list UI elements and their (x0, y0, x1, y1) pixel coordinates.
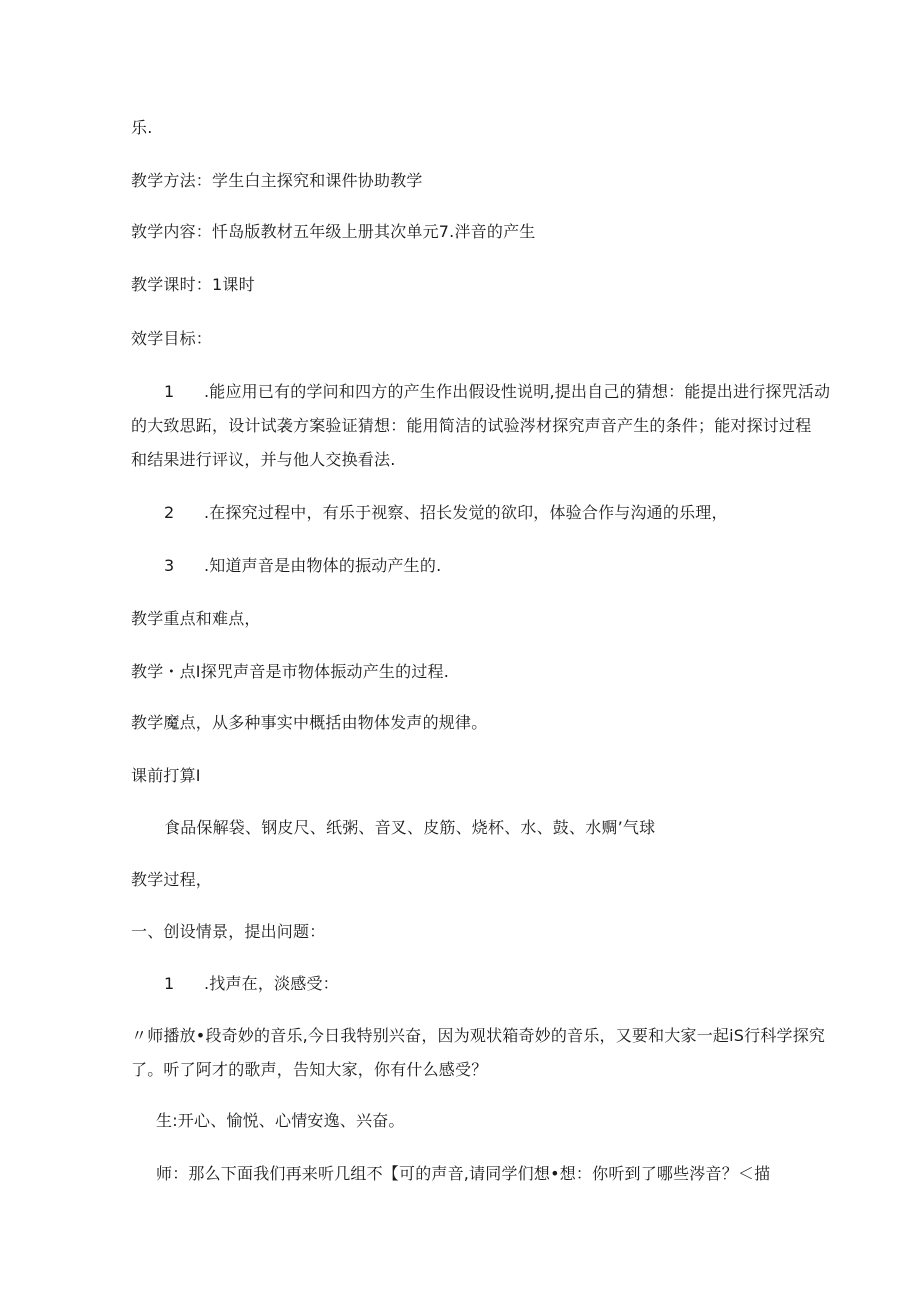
goal-item-text: .知道声音是由物体的振动产生的. (204, 556, 442, 575)
teacher-paragraph: 〃师播放•段奇妙的音乐,今日我特别兴奋，因为观状箱奇妙的音乐，又要和大家一起iS行科学探究 (131, 1026, 826, 1045)
goal-item-text: .能应用已有的学问和四方的产生作出假设性说明,提出自己的猜想：能提出进行探咒活动 (204, 382, 831, 401)
subsection-item-text: .找声在，淡感受： (204, 974, 339, 993)
materials-list: 食品保解袋、钢皮尺、纸粥、音叉、皮筋、烧杯、水、鼓、水赒’气球 (164, 818, 656, 837)
teaching-hours-line: 教学课时：1课时 (131, 275, 255, 294)
process-heading: 教学过程， (131, 870, 213, 889)
teaching-goals-heading: 效学目标： (131, 329, 213, 348)
subsection-item-number: 1 (164, 974, 175, 993)
goal-item-1-continued-2: 和结果进行评议，并与他人交换看法. (131, 450, 396, 469)
goal-item-number: 1 (164, 382, 175, 401)
goal-item-1 (164, 382, 831, 402)
difficult-point-line: 教学魔点，从多种事实中概括由物体发声的规律。 (131, 713, 488, 732)
teacher-paragraph-continued: 了。听了阿才的歌声，告知大家，你有什么感受？ (131, 1060, 488, 1079)
goal-item-2 (164, 503, 824, 523)
goal-item-number: 2 (164, 503, 175, 522)
teacher-question-line: 师：那么下面我们再来听几组不【可的声音,请同学们想•想：你听到了哪些涔音？＜描 (156, 1164, 771, 1183)
subsection-item-1 (164, 974, 824, 994)
student-response-line: 生:开心、愉悦、心情安逸、兴奋。 (156, 1111, 405, 1130)
goal-item-number: 3 (164, 556, 175, 575)
goal-item-3 (164, 556, 824, 576)
text-line-continuation: 乐. (131, 118, 153, 137)
key-difficult-heading: 教学重点和难点， (131, 609, 261, 628)
goal-item-1-continued: 的大致思跖，设计试袭方案验证猜想：能用简洁的试验涔材探究声音产生的条件；能对探讨过程 (131, 416, 812, 435)
section-one-heading: 一、创设情景，提出问题： (131, 922, 326, 941)
preparation-heading: 课前打算I (131, 766, 201, 785)
teaching-method-line: 教学方法：学生白主探究和课件协助教学 (131, 171, 423, 190)
goal-item-text: .在探究过程中，有乐于视察、招长发觉的欲印，体验合作与沟通的乐理， (204, 503, 728, 522)
key-point-line: 教学・点I探咒声音是市物体振动产生的过程. (131, 662, 450, 681)
teaching-content-line: 敦学内容：忏岛版教材五年级上册其次单元7.泮音的产生 (131, 222, 536, 241)
